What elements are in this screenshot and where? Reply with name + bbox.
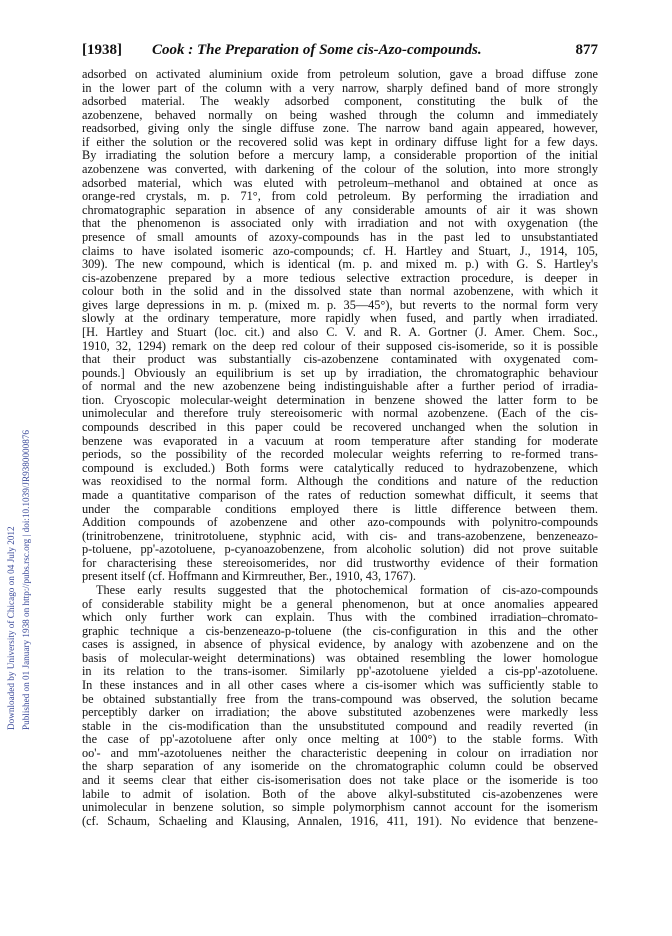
text-line: claims to have isolated isomeric azo-compounds; cf. H. Hartley and Stuart, J., 1914, 105, <box>82 243 598 258</box>
text-line: adsorbed material. The weakly adsorbed component, constituting the bulk of the <box>82 94 598 109</box>
text-line: for characterising these stereoisomerides, nor did trustworthy evidence of their formation <box>82 555 598 570</box>
text-line: azobenzene, behaved normally on being washed through the column and immediately <box>82 107 598 122</box>
text-line: was reoxidised to the normal form. Although the conditions and nature of the reduction <box>82 474 598 489</box>
text-line: adsorbed material, which was eluted with petroleum–methanol and obtained at once as <box>82 175 598 190</box>
text-line: p-toluene, pp'-azotoluene, p-cyanoazobenzene, from alcoholic solution) did not prove suitable <box>82 542 598 557</box>
text-line: that the phenomenon is associated only with irradiation and not with oxygenation (the <box>82 216 598 231</box>
text-line: the case of pp'-azotoluene after only once melting at 100°) to the stable forms. With <box>82 732 598 747</box>
text-line: under the comparable conditions employed there is little difference between them. <box>82 501 598 516</box>
text-line: stable in the cis-modification than the unsubstituted compound and readily reverted (in <box>82 718 598 733</box>
text-line: perceptibly darker on irradiation; the above substituted azobenzenes were markedly less <box>82 705 598 720</box>
text-line: compounds described in this paper could be recovered unchanged when the solution in <box>82 420 598 435</box>
text-line: 1910, 32, 1294) remark on the deep red colour of their supposed cis-isomeride, so it is possible <box>82 338 598 353</box>
text-line: made a quantitative comparison of the rates of reduction somewhat difficult, it seems that <box>82 487 598 502</box>
body-text <box>82 68 598 828</box>
text-line: which only further work can explain. Thus with the combined irradiation–chromato- <box>82 610 598 625</box>
text-line: in the lower part of the column with a very narrow, sharply defined band of more strongly <box>82 80 598 95</box>
text-line: the sharp separation of any isomeride on the chromatographic column could be observed <box>82 759 598 774</box>
text-line: pounds.] Obviously an equilibrium is set up by irradiation, the chromatographic behaviour <box>82 365 598 380</box>
text-line: In these instances and in all other cases where a cis-isomer which was sufficiently stable to <box>82 678 598 693</box>
text-line: Addition compounds of azobenzene and other azo-compounds with polynitro-compounds <box>82 515 598 530</box>
text-line: periods, so the possibility of the recorded molecular weights referring to re-formed trans- <box>82 447 598 462</box>
text-line: (cf. Schaum, Schaeling and Klausing, Annalen, 1916, 411, 191). No evidence that benzene- <box>82 813 598 828</box>
text-line: presence of small amounts of azoxy-compounds has in the past led to unsubstantiated <box>82 229 598 244</box>
text-line: [H. Hartley and Stuart (loc. cit.) and also C. V. and R. A. Gortner (J. Amer. Chem. Soc., <box>82 324 598 339</box>
text-line: of normal and the new azobenzene being indistinguishable after a further period of irradia- <box>82 379 598 394</box>
text-line: be obtained substantially free from the trans-compound was observed, the solution became <box>82 691 598 706</box>
text-line: cases is assigned, in absence of physical evidence, by analogy with azobenzene and on the <box>82 637 598 652</box>
side-line-download: Downloaded by University of Chicago on 04 July 2012 <box>6 526 16 730</box>
text-line: oo'- and mm'-azotoluenes neither the characteristic deepening in colour on irradiation nor <box>82 745 598 760</box>
text-line: in its relation to the trans-isomer. Similarly pp'-azotoluene yielded a cis-pp'-azotoluene. <box>82 664 598 679</box>
text-line: These early results suggested that the photochemical formation of cis-azo-compounds <box>96 582 598 597</box>
side-watermark <box>2 170 42 730</box>
text-line: azobenzene was converted, with darkening of the colour of the solution, into more strongly <box>82 162 598 177</box>
text-line: compound is excluded.) Both forms were catalytically reduced to hydrazobenzene, which <box>82 460 598 475</box>
text-line: that their product was substantially cis-azobenzene contaminated with oxygenated com- <box>82 352 598 367</box>
text-line: unimolecular in benzene solution, so simple polymorphism cannot account for the isomerism <box>82 800 598 815</box>
text-line: gives large depressions in m. p. (mixed m. p. 35—45°), but reverts to the normal form very <box>82 297 598 312</box>
text-line: orange-red crystals, m. p. 71°, from cold petroleum. By performing the irradiation and <box>82 189 598 204</box>
text-line: and it seems clear that either cis-isomerisation does not take place or the isomeride is too <box>82 773 598 788</box>
text-line: of considerable stability might be a general phenomenon, but at once anomalies appeared <box>82 596 598 611</box>
text-line: benzene was evaporated in a vacuum at room temperature after standing for moderate <box>82 433 598 448</box>
text-line: labile to admit of isolation. Both of the above alkyl-substituted cis-azobenzenes were <box>82 786 598 801</box>
text-line: if either the solution or the recovered solid was kept in ordinary diffuse light for a few days. <box>82 134 598 149</box>
text-line: (trinitrobenzene, trinitrotoluene, styphnic acid, with cis- and trans-azobenzene, benzeneazo- <box>82 528 598 543</box>
header-year: [1938] <box>82 42 122 58</box>
text-line: unimolecular and therefore truly stereoisomeric with normal azobenzene. (Each of the cis- <box>82 406 598 421</box>
text-line: readsorbed, giving only the single diffuse zone. The narrow band again appeared, however, <box>82 121 598 136</box>
page-number: 877 <box>575 42 598 58</box>
text-line: By irradiating the solution before a mercury lamp, a considerable proportion of the initial <box>82 148 598 163</box>
text-line: tion. Cryoscopic molecular-weight determination in benzene showed the latter form to be <box>82 392 598 407</box>
text-line: slowly at the ordinary temperature, more rapidly when fused, and partly when irradiated. <box>82 311 598 326</box>
text-line: basis of molecular-weight determinations) was obtained resembling the lower homologue <box>82 650 598 665</box>
side-line-published: Published on 01 January 1938 on http://pubs.rsc.org | doi:10.1039/JR9380000876 <box>21 429 31 730</box>
header-title: Cook : The Preparation of Some cis-Azo-compounds. <box>152 42 482 58</box>
text-line: adsorbed on activated aluminium oxide from petroleum solution, gave a broad diffuse zone <box>82 67 598 81</box>
text-line: cis-azobenzene prepared by a more tedious selective extraction procedure, is deeper in <box>82 270 598 285</box>
text-line: 309). The new compound, which is identical (m. p. and mixed m. p.) with G. S. Hartley's <box>82 257 598 272</box>
text-line: present itself (cf. Hoffmann and Kirmreuther, Ber., 1910, 43, 1767). <box>82 569 416 584</box>
text-line: colour both in the solid and in the dissolved state than normal azobenzene, with which it <box>82 284 598 299</box>
text-line: chromatographic separation in absence of any considerable amounts of air it was shown <box>82 202 598 217</box>
text-line: graphic technique a cis-benzeneazo-p-toluene (the cis-configuration in this and the other <box>82 623 598 638</box>
